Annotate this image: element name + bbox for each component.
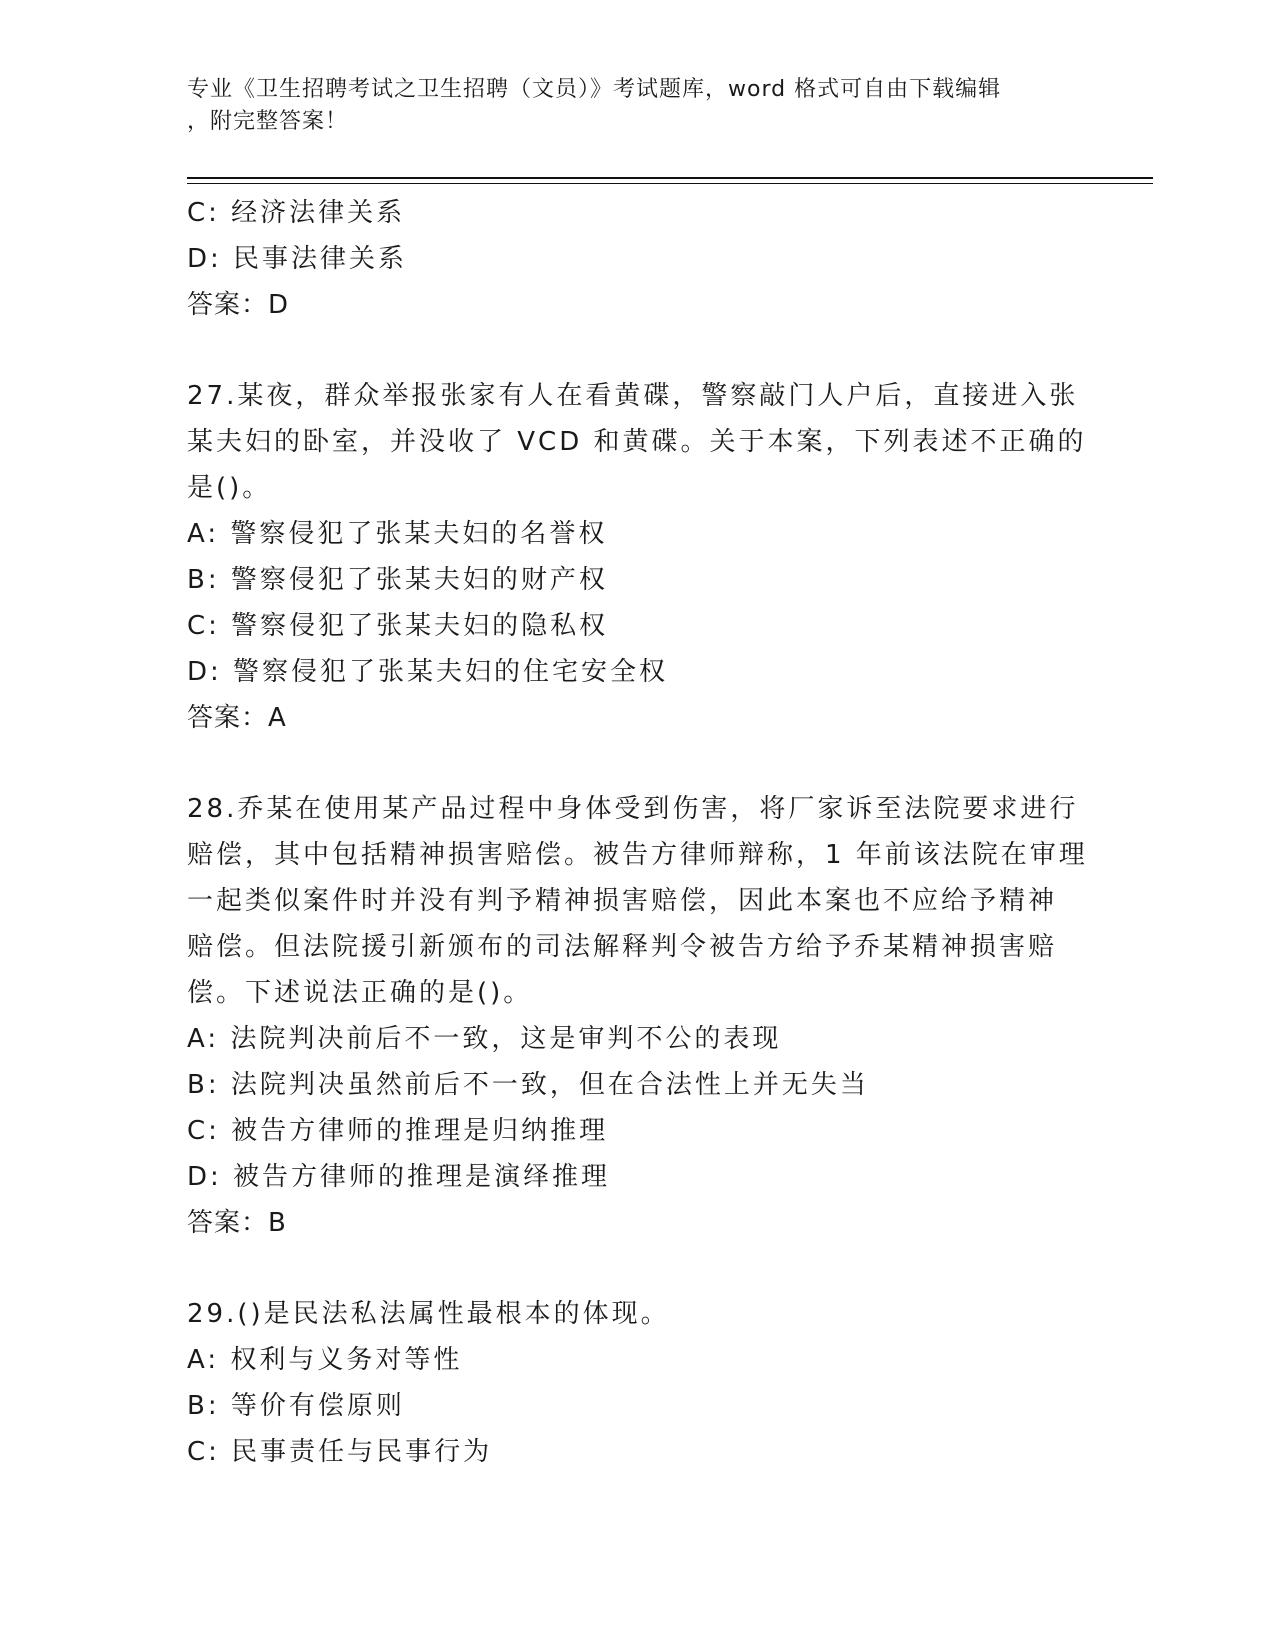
question-26-continuation: [187, 190, 1087, 328]
question-stem-line: 赔偿，其中包括精神损害赔偿。被告方律师辩称，1 年前该法院在审理: [187, 840, 1088, 870]
question-27: [187, 373, 1087, 741]
answer-line: 答案：A: [187, 703, 287, 733]
question-28: [187, 786, 1087, 1246]
option-d: D: 被告方律师的推理是演绎推理: [187, 1162, 611, 1192]
question-stem-line: 29.()是民法私法属性最根本的体现。: [187, 1299, 670, 1329]
option-c: C: 民事责任与民事行为: [187, 1437, 493, 1467]
option-a: A: 权利与义务对等性: [187, 1345, 463, 1375]
question-stem-line: 28.乔某在使用某产品过程中身体受到伤害，将厂家诉至法院要求进行: [187, 794, 1079, 824]
question-stem-line: 是()。: [187, 473, 272, 503]
option-c: C: 警察侵犯了张某夫妇的隐私权: [187, 611, 609, 641]
option-b: B: 法院判决虽然前后不一致，但在合法性上并无失当: [187, 1070, 869, 1100]
option-b: B: 警察侵犯了张某夫妇的财产权: [187, 565, 608, 595]
question-stem-line: 赔偿。但法院援引新颁布的司法解释判令被告方给予乔某精神损害赔: [187, 932, 1058, 962]
question-29: [187, 1291, 1087, 1475]
header-line-1: 专业《卫生招聘考试之卫生招聘（文员）》考试题库，word 格式可自由下载编辑: [187, 77, 1002, 102]
answer-line: 答案：B: [187, 1208, 287, 1238]
option-d: D: 民事法律关系: [187, 244, 408, 274]
option-c: C: 被告方律师的推理是归纳推理: [187, 1116, 609, 1146]
option-b: B: 等价有偿原则: [187, 1391, 405, 1421]
option-d: D: 警察侵犯了张某夫妇的住宅安全权: [187, 657, 669, 687]
option-c: C: 经济法律关系: [187, 198, 406, 228]
question-stem-line: 偿。下述说法正确的是()。: [187, 978, 533, 1008]
question-stem-line: 27.某夜，群众举报张家有人在看黄碟，警察敲门人户后，直接进入张: [187, 381, 1079, 411]
question-stem-line: 一起类似案件时并没有判予精神损害赔偿，因此本案也不应给予精神: [187, 886, 1058, 916]
header-line-2: ，附完整答案！: [187, 109, 349, 134]
question-stem-line: 某夫妇的卧室，并没收了 VCD 和黄碟。关于本案，下列表述不正确的: [187, 427, 1087, 457]
answer-line: 答案：D: [187, 290, 290, 320]
option-a: A: 警察侵犯了张某夫妇的名誉权: [187, 519, 608, 549]
header-divider-thin: [187, 183, 1153, 184]
document-header: [187, 74, 1067, 138]
question-content: [187, 190, 1087, 1475]
option-a: A: 法院判决前后不一致，这是审判不公的表现: [187, 1024, 782, 1054]
header-divider-thick: [187, 177, 1153, 179]
